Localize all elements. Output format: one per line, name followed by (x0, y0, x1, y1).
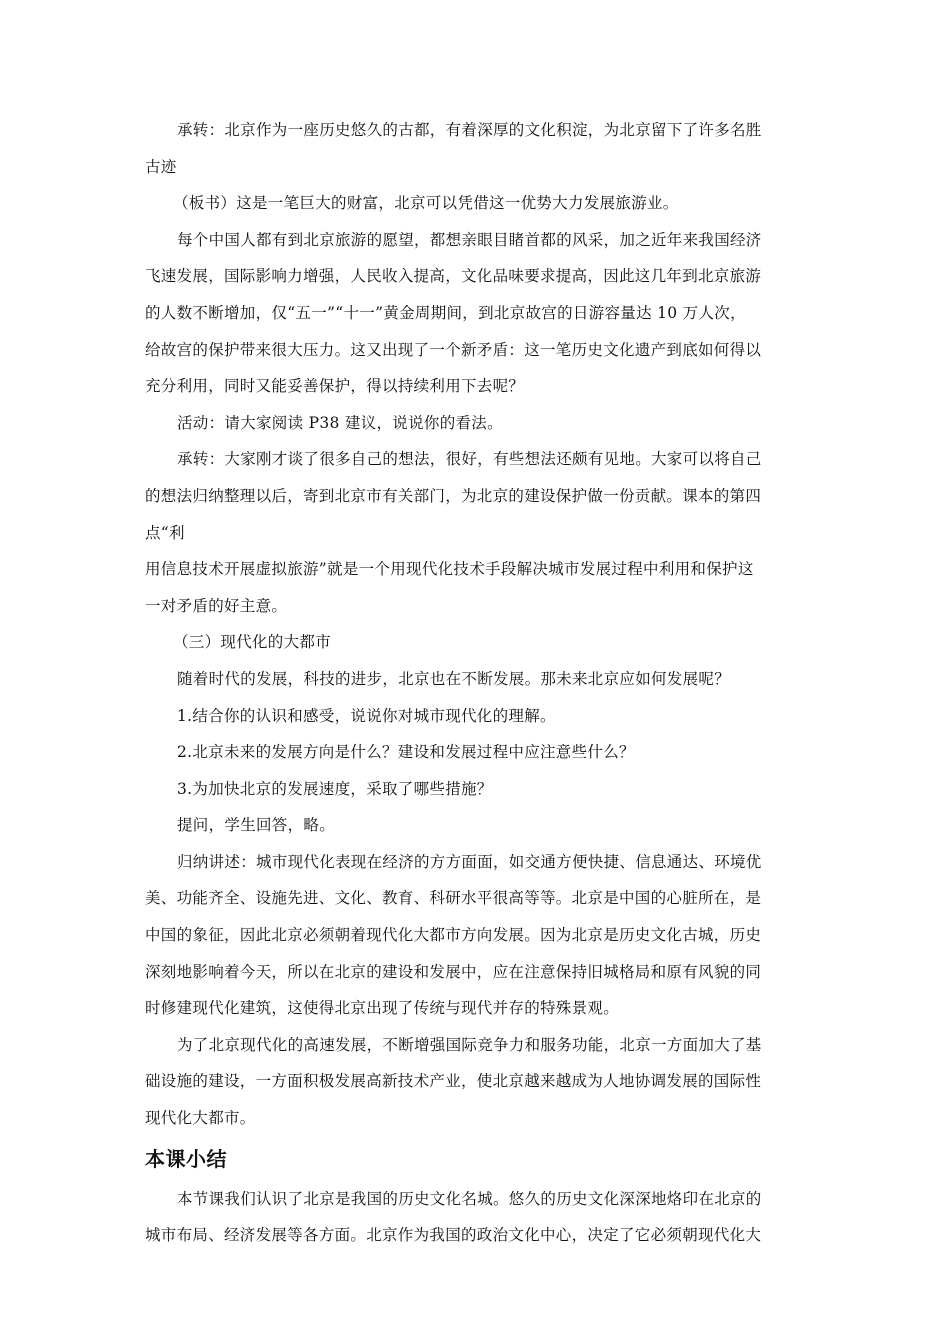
question-item: 3.为加快北京的发展速度，采取了哪些措施？ (177, 779, 493, 798)
document-page (145, 112, 801, 1254)
paragraph-line: 充分利用，同时又能妥善保护，得以持续利用下去呢？ (145, 377, 525, 396)
paragraph-line: 古迹 (145, 157, 177, 176)
paragraph-line: 现代化大都市。 (145, 1109, 256, 1128)
paragraph-line: 归纳讲述：城市现代化表现在经济的方方面面，如交通方便快捷、信息通达、环境优 (177, 852, 762, 871)
summary-line: 本节课我们认识了北京是我国的历史文化名城。悠久的历史文化深深地烙印在北京的 (177, 1189, 762, 1208)
paragraph-line: 随着时代的发展，科技的进步，北京也在不断发展。那未来北京应如何发展呢？ (177, 669, 731, 688)
paragraph-line: 中国的象征，因此北京必须朝着现代化大都市方向发展。因为北京是历史文化古城，历史 (145, 926, 762, 945)
paragraph-line: 承转：北京作为一座历史悠久的古都，有着深厚的文化积淀，为北京留下了许多名胜 (177, 121, 762, 139)
paragraph-line: 提问，学生回答，略。 (177, 816, 336, 835)
paragraph-line: 一对矛盾的好主意。 (145, 596, 288, 615)
section-heading: （三）现代化的大都市 (173, 633, 332, 652)
paragraph-line: 美、功能齐全、设施先进、文化、教育、科研水平很高等等。北京是中国的心脏所在，是 (145, 889, 762, 908)
paragraph-line: 的人数不断增加，仅“五一”“十一”黄金周期间，到北京故宫的日游容量达 10 万人次， (145, 303, 746, 322)
paragraph-line: 给故宫的保护带来很大压力。这又出现了一个新矛盾：这一笔历史文化遗产到底如何得以 (145, 340, 762, 359)
paragraph-line: 时修建现代化建筑，这使得北京出现了传统与现代并存的特殊景观。 (145, 999, 620, 1018)
paragraph-line: 的想法归纳整理以后，寄到北京市有关部门，为北京的建设保护做一份贡献。课本的第四 (145, 486, 762, 505)
question-item: 2.北京未来的发展方向是什么？建设和发展过程中应注意些什么？ (177, 743, 635, 762)
paragraph-line: 每个中国人都有到北京旅游的愿望，都想亲眼目睹首都的风采，加之近年来我国经济 (177, 230, 762, 249)
paragraph-line: 飞速发展，国际影响力增强，人民收入提高，文化品味要求提高，因此这几年到北京旅游 (145, 267, 762, 286)
paragraph-line: 础设施的建设，一方面积极发展高新技术产业，使北京越来越成为人地协调发展的国际性 (145, 1072, 762, 1091)
question-item: 1.结合你的认识和感受，说说你对城市现代化的理解。 (177, 706, 556, 725)
paragraph-line: （板书）这是一笔巨大的财富，北京可以凭借这一优势大力发展旅游业。 (173, 194, 679, 213)
paragraph-line: 承转：大家刚才谈了很多自己的想法，很好，有些想法还颇有见地。大家可以将自己 (177, 450, 762, 469)
paragraph-line: 用信息技术开展虚拟旅游”就是一个用现代化技术手段解决城市发展过程中利用和保护这 (145, 560, 754, 579)
summary-line: 城市布局、经济发展等各方面。北京作为我国的政治文化中心，决定了它必须朝现代化大 (145, 1226, 762, 1245)
paragraph-line: 点“利 (145, 523, 185, 542)
summary-heading: 本课小结 (145, 1146, 227, 1171)
paragraph-line: 为了北京现代化的高速发展，不断增强国际竞争力和服务功能，北京一方面加大了基 (177, 1035, 762, 1054)
paragraph-line: 深刻地影响着今天，所以在北京的建设和发展中，应在注意保持旧城格局和原有风貌的同 (145, 962, 762, 981)
paragraph-line: 活动：请大家阅读 P38 建议，说说你的看法。 (177, 413, 503, 432)
